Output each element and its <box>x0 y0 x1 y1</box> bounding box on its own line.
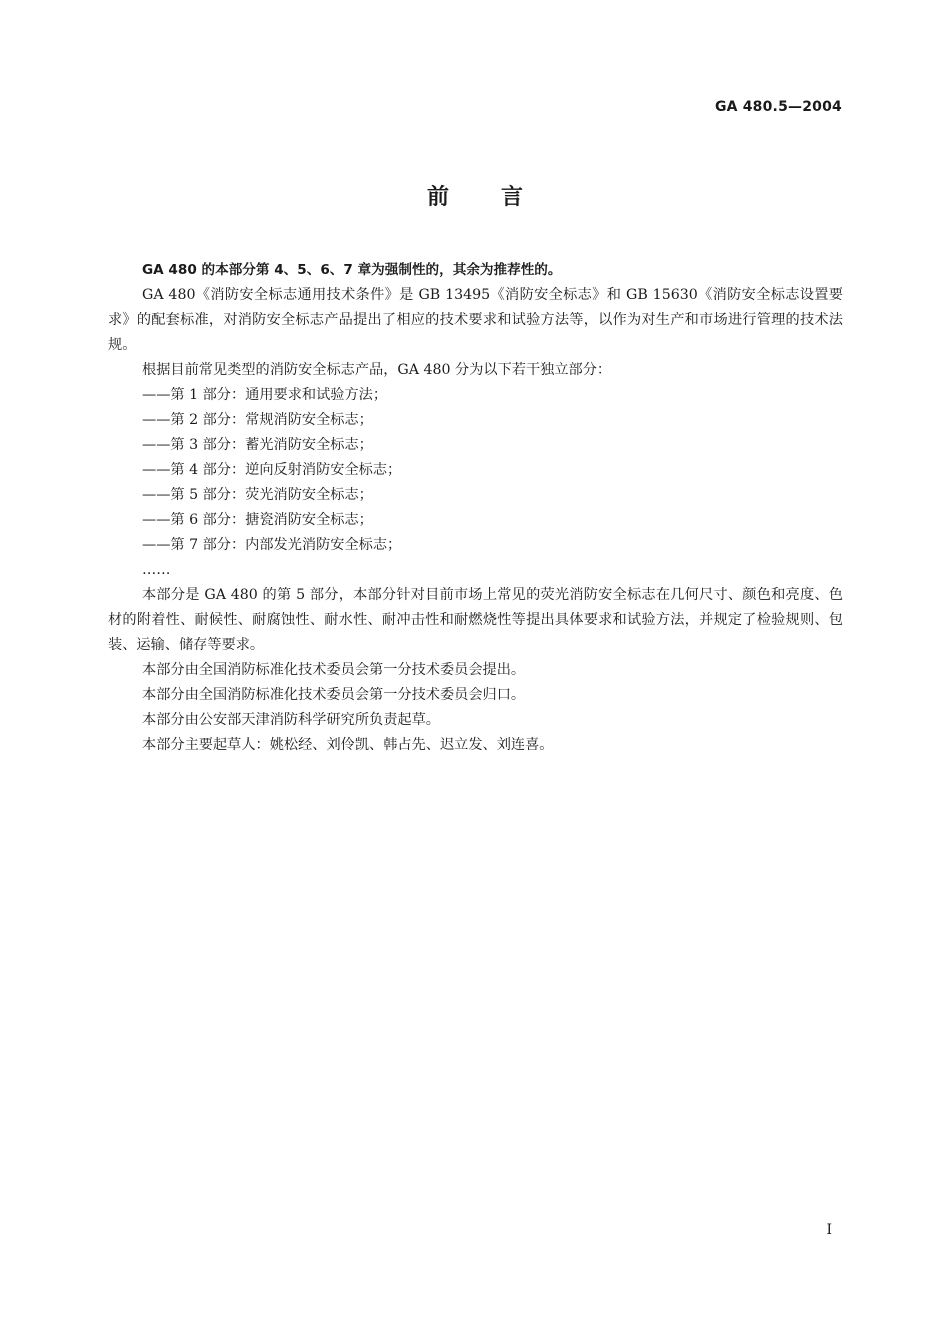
drafting-unit-paragraph: 本部分由公安部天津消防科学研究所负责起草。 <box>142 712 440 728</box>
proposer-paragraph: 本部分由全国消防标准化技术委员会第一分技术委员会提出。 <box>142 662 526 678</box>
mandatory-note-paragraph: GA 480 的本部分第 4、5、6、7 章为强制性的，其余为推荐性的。 <box>142 262 562 278</box>
drafters-paragraph: 本部分主要起草人：姚松经、刘伶凯、韩占先、迟立发、刘连喜。 <box>142 737 554 753</box>
list-item: ——第 3 部分：蓄光消防安全标志； <box>142 437 373 453</box>
list-item: ——第 7 部分：内部发光消防安全标志； <box>142 537 402 553</box>
page-number: I <box>826 1222 832 1238</box>
list-ellipsis: …… <box>142 562 171 578</box>
list-item: ——第 1 部分：通用要求和试验方法； <box>142 387 388 403</box>
scope-paragraph: 本部分是 GA 480 的第 5 部分，本部分针对目前市场上常见的荧光消防安全标志在几何尺寸、颜色和亮度、色材的附着性、耐候性、耐腐蚀性、耐水性、耐冲击性和耐燃烧性等提出具体要求和试验方法，并规定了检验规则、包装、运输、储存等要求。 <box>108 587 843 653</box>
list-item: ——第 2 部分：常规消防安全标志； <box>142 412 373 428</box>
intro-paragraph: GA 480《消防安全标志通用技术条件》是 GB 13495《消防安全标志》和 GB 15630《消防安全标志设置要求》的配套标准，对消防安全标志产品提出了相应的技术要求和试验方法等，以作为对生产和市场进行管理的技术法规。 <box>108 287 843 353</box>
page-title: 前言 <box>426 185 575 210</box>
list-item: ——第 4 部分：逆向反射消防安全标志； <box>142 462 402 478</box>
standard-number: GA 480.5—2004 <box>714 99 842 115</box>
parts-list <box>108 383 843 558</box>
parts-intro-paragraph: 根据目前常见类型的消防安全标志产品，GA 480 分为以下若干独立部分： <box>142 362 612 378</box>
administrator-paragraph: 本部分由全国消防标准化技术委员会第一分技术委员会归口。 <box>142 687 526 703</box>
document-body <box>108 258 843 758</box>
list-item: ——第 6 部分：搪瓷消防安全标志； <box>142 512 373 528</box>
list-item: ——第 5 部分：荧光消防安全标志； <box>142 487 373 503</box>
